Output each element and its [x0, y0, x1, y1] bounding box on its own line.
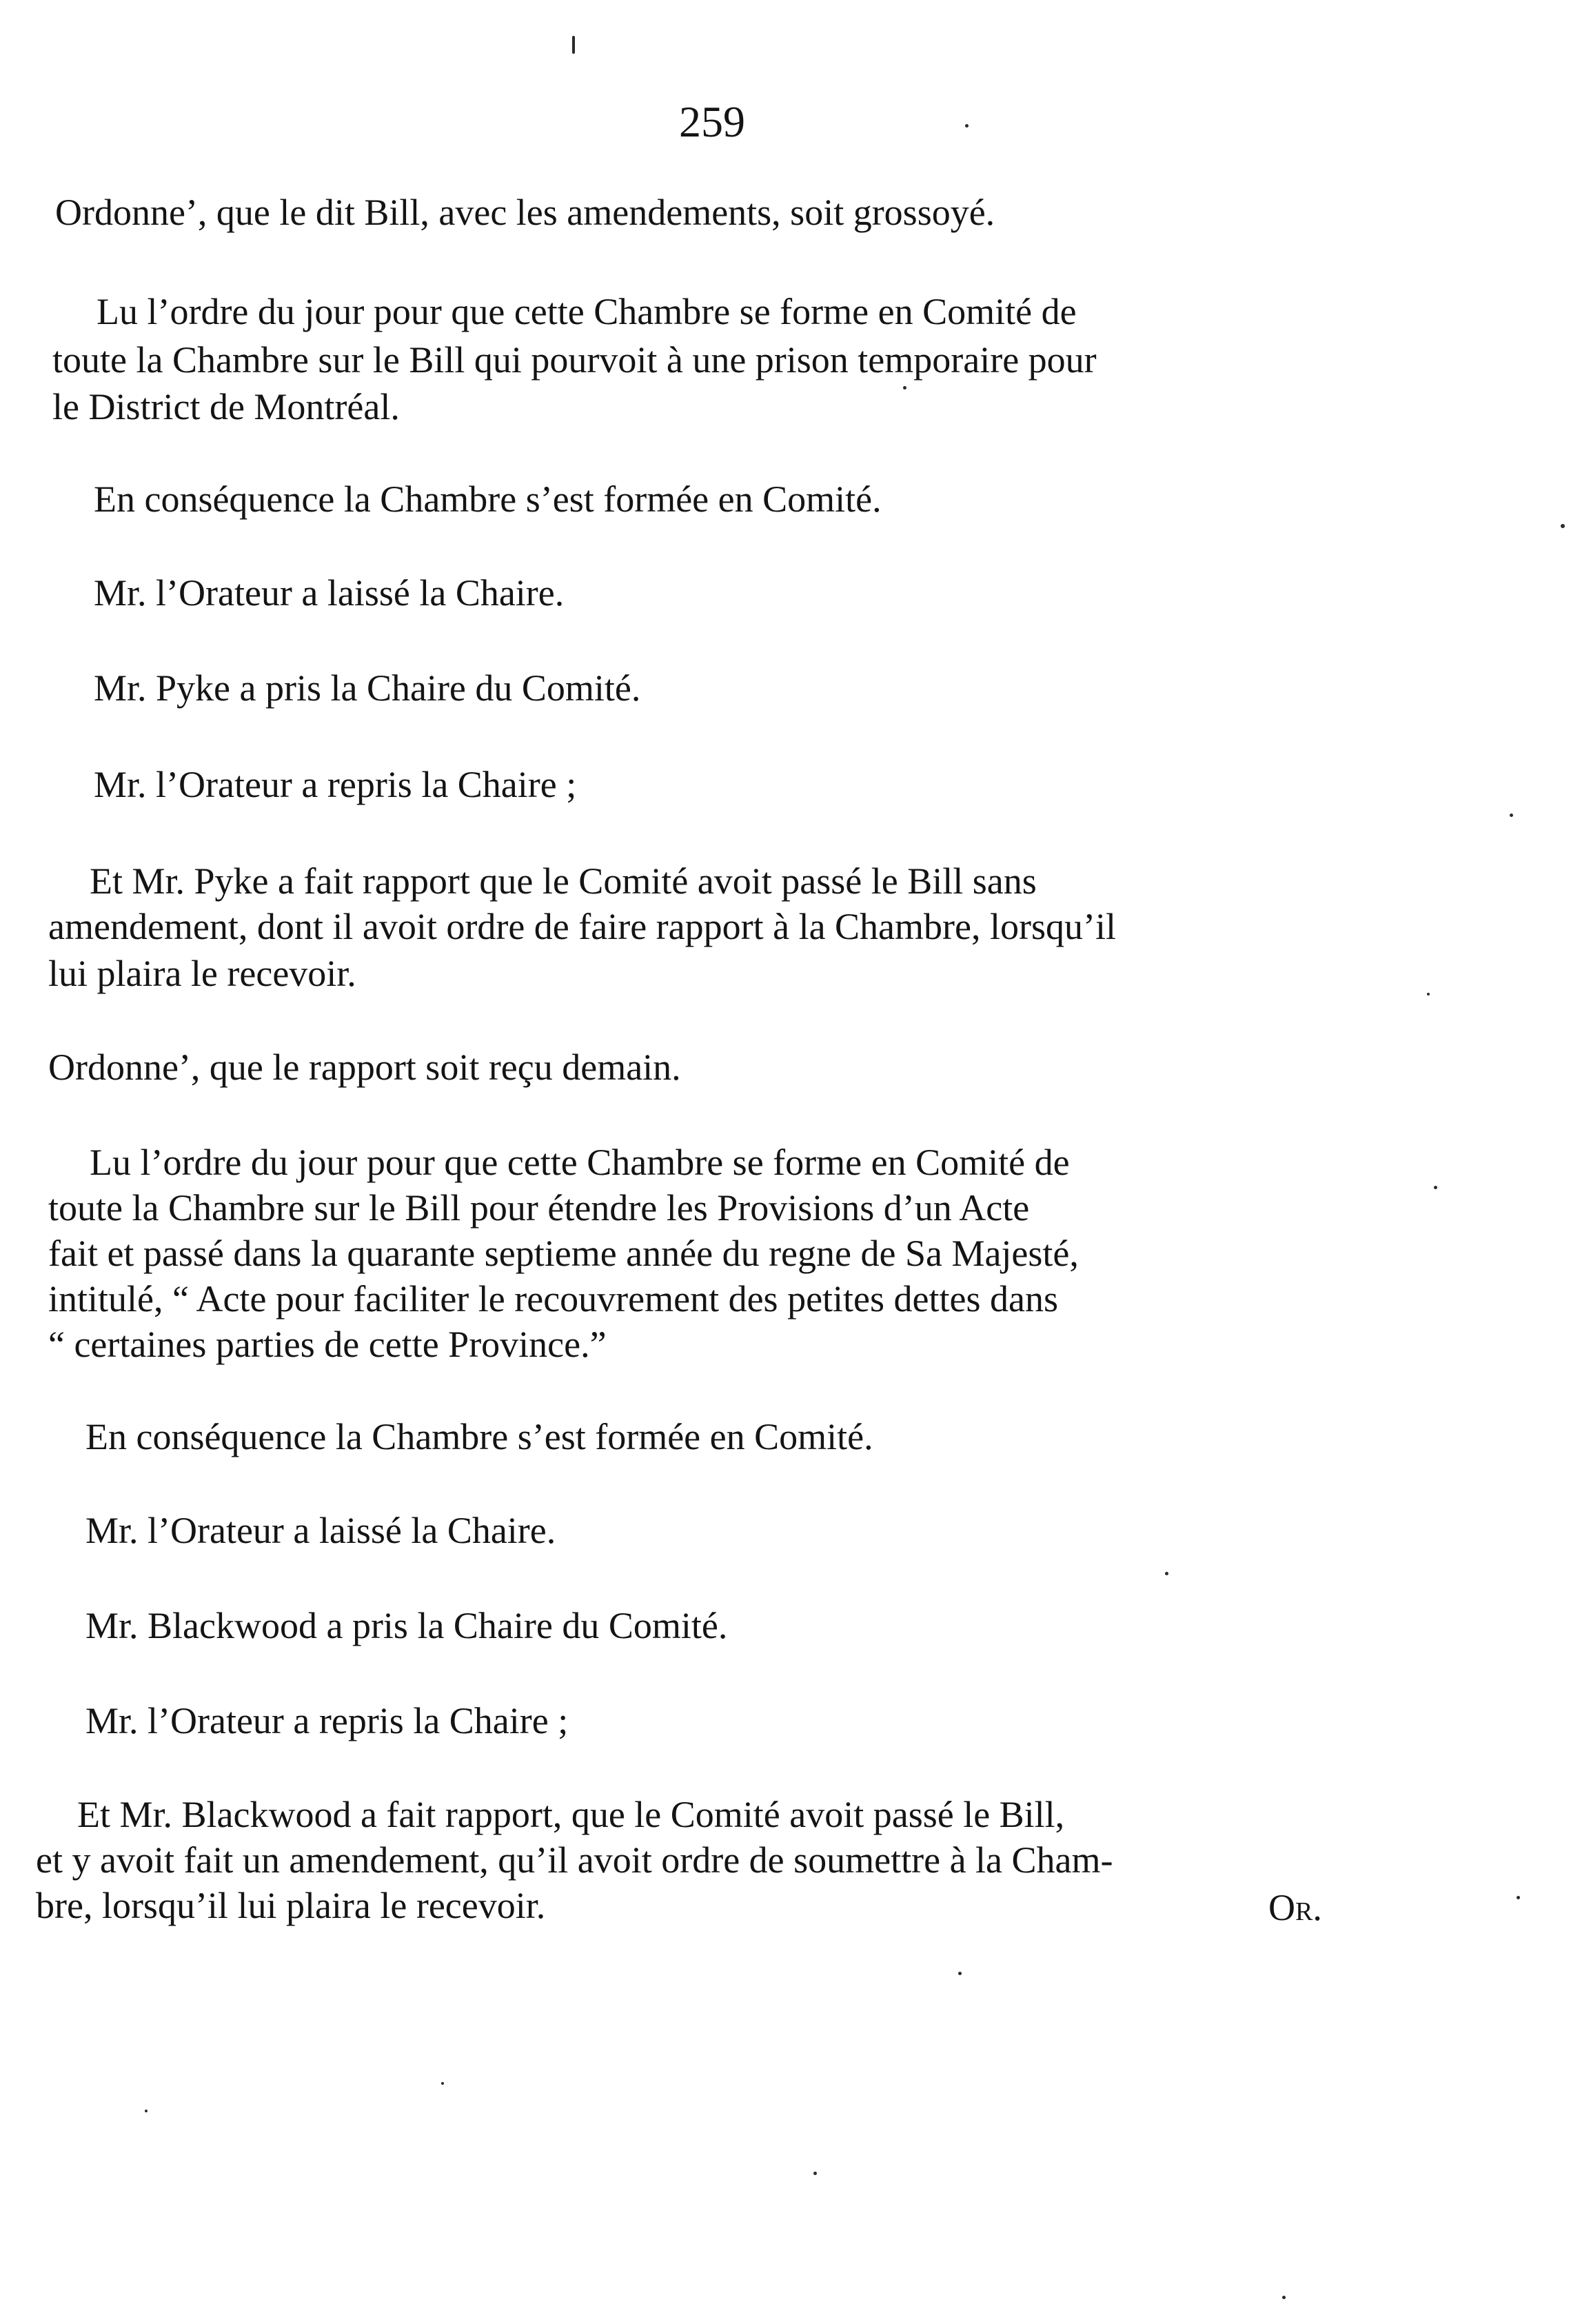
text-line-19: Mr. l’Orateur a laissé la Chaire. [85, 1510, 556, 1551]
scan-speck [1517, 1896, 1520, 1899]
text-line-3: toute la Chambre sur le Bill qui pourvoit à une prison temporaire pour [52, 339, 1097, 381]
text-line-21: Mr. l’Orateur a repris la Chaire ; [85, 1700, 569, 1741]
text-line-24: bre, lorsqu’il lui plaira le recevoir. [36, 1885, 546, 1926]
scan-speck [1282, 2296, 1286, 2299]
text-line-1: Ordonne’, que le dit Bill, avec les amendements, soit grossoyé. [55, 192, 995, 233]
text-line-2: Lu l’ordre du jour pour que cette Chambre se forme en Comité de [97, 291, 1077, 332]
catchword: Or. [1268, 1887, 1322, 1928]
text-line-5: En conséquence la Chambre s’est formée en Comité. [94, 478, 882, 520]
text-line-13: Lu l’ordre du jour pour que cette Chambre se forme en Comité de [90, 1142, 1070, 1183]
text-line-15: fait et passé dans la quarante septieme année du regne de Sa Majesté, [48, 1233, 1079, 1274]
scan-speck [1434, 1186, 1437, 1189]
text-line-22: Et Mr. Blackwood a fait rapport, que le Comité avoit passé le Bill, [77, 1794, 1065, 1835]
scan-speck [572, 36, 575, 54]
text-line-18: En conséquence la Chambre s’est formée en Comité. [85, 1416, 873, 1457]
text-line-11: lui plaira le recevoir. [48, 953, 356, 994]
text-line-17: “ certaines parties de cette Province.” [48, 1324, 607, 1365]
scan-speck [1427, 993, 1430, 996]
text-line-6: Mr. l’Orateur a laissé la Chaire. [94, 572, 565, 614]
scan-speck [145, 2110, 148, 2112]
text-line-9: Et Mr. Pyke a fait rapport que le Comité avoit passé le Bill sans [90, 860, 1037, 902]
text-line-14: toute la Chambre sur le Bill pour étendre les Provisions d’un Acte [48, 1187, 1030, 1229]
text-line-20: Mr. Blackwood a pris la Chaire du Comité. [85, 1605, 728, 1646]
text-line-12: Ordonne’, que le rapport soit reçu demain. [48, 1047, 681, 1088]
scan-speck [1510, 814, 1513, 817]
scan-speck [965, 124, 969, 128]
scan-speck [813, 2172, 817, 2175]
scan-speck [1165, 1572, 1168, 1575]
scan-speck [441, 2082, 444, 2085]
text-line-7: Mr. Pyke a pris la Chaire du Comité. [94, 667, 641, 709]
text-line-4: le District de Montréal. [52, 386, 400, 427]
text-line-10: amendement, dont il avoit ordre de faire rapport à la Chambre, lorsqu’il [48, 906, 1116, 947]
scan-speck [1561, 524, 1565, 528]
scan-speck [903, 386, 906, 390]
text-line-23: et y avoit fait un amendement, qu’il avoit ordre de soumettre à la Cham- [36, 1839, 1113, 1881]
text-line-16: intitulé, “ Acte pour faciliter le recouvrement des petites dettes dans [48, 1278, 1058, 1320]
text-line-8: Mr. l’Orateur a repris la Chaire ; [94, 764, 577, 805]
scan-speck [958, 1972, 962, 1975]
page-number: 259 [679, 97, 745, 146]
